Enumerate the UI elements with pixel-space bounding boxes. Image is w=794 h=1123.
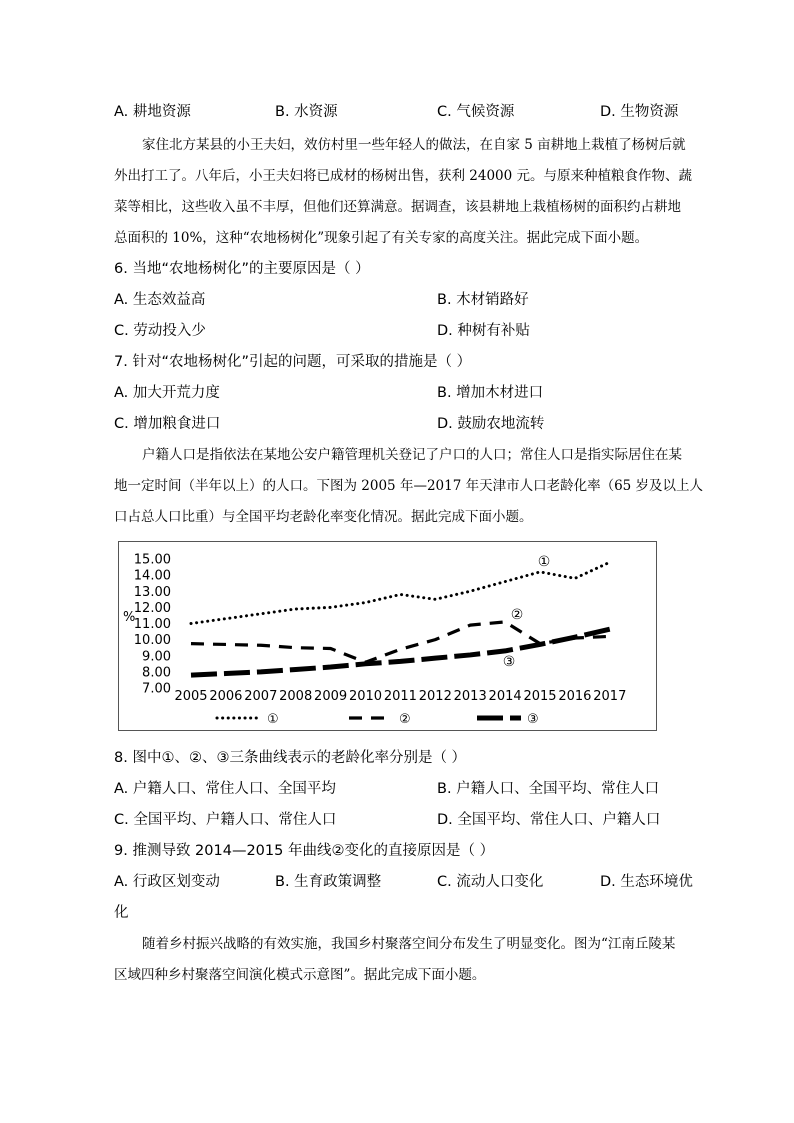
x-tick-label: 2010 — [348, 689, 383, 704]
y-tick-label: 15.00 — [133, 552, 171, 568]
q8-stem: 8. 图中①、②、③三条曲线表示的老龄化率分别是（ ） — [114, 750, 467, 766]
legend-label-3: ③ — [527, 712, 539, 727]
passage2-line-3: 口占总人口比重）与全国平均老龄化率变化情况。据此完成下面小题。 — [114, 509, 533, 525]
x-tick-label: 2007 — [244, 689, 278, 704]
q5-option-a: A. 耕地资源 — [114, 104, 191, 120]
q7-stem: 7. 针对“农地杨树化”引起的问题，可采取的措施是（ ） — [114, 354, 472, 370]
passage2-line-2: 地一定时间（半年以上）的人口。下图为 2005 年—2017 年天津市人口老龄化率（65 岁及以上人 — [114, 478, 704, 494]
y-tick-label: 8.00 — [142, 665, 171, 681]
y-tick-label: 13.00 — [133, 584, 171, 600]
x-tick-label: 2008 — [279, 689, 313, 704]
q9-stem: 9. 推测导致 2014—2015 年曲线②变化的直接原因是（ ） — [114, 843, 495, 859]
x-tick-label: 2014 — [488, 689, 522, 704]
x-tick-label: 2016 — [558, 689, 592, 704]
q5-option-d: D. 生物资源 — [600, 104, 679, 120]
q8-option-c: C. 全国平均、户籍人口、常住人口 — [114, 812, 337, 828]
x-tick-label: 2017 — [593, 689, 627, 704]
q7-option-c: C. 增加粮食进口 — [114, 416, 221, 432]
series-annotation-1: ① — [537, 554, 551, 570]
q5-option-b: B. 水资源 — [275, 104, 338, 120]
q6-option-a: A. 生态效益高 — [114, 292, 206, 308]
q8-option-b: B. 户籍人口、全国平均、常住人口 — [437, 781, 660, 797]
passage1-line-3: 菜等相比，这些收入虽不丰厚，但他们还算满意。据调查，该县耕地上栽植杨树的面积约占耕地 — [114, 199, 681, 215]
legend-label-2: ② — [399, 712, 411, 727]
q9-option-d-wrap: 化 — [114, 905, 129, 921]
y-tick-label: 9.00 — [142, 649, 171, 665]
q6-stem: 6. 当地“农地杨树化”的主要原因是（ ） — [114, 261, 370, 277]
y-axis-label: % — [123, 610, 136, 625]
x-tick-label: 2015 — [523, 689, 557, 704]
y-tick-label: 7.00 — [142, 681, 171, 697]
series-annotation-3: ③ — [502, 654, 516, 670]
y-tick-label: 10.00 — [133, 633, 171, 649]
x-tick-label: 2009 — [314, 689, 348, 704]
aging-rate-chart — [118, 541, 657, 731]
y-tick-label: 11.00 — [133, 617, 171, 632]
x-tick-label: 2005 — [174, 689, 208, 704]
series-line-3 — [191, 629, 610, 675]
passage1-line-4: 总面积的 10%，这种“农地杨树化”现象引起了有关专家的高度关注。据此完成下面小题。 — [114, 230, 649, 246]
y-tick-label: 14.00 — [133, 568, 171, 584]
legend-label-1: ① — [267, 712, 279, 727]
q7-option-a: A. 加大开荒力度 — [114, 385, 220, 401]
aging-rate-chart-svg — [119, 542, 656, 730]
passage2-line-1: 户籍人口是指依法在某地公安户籍管理机关登记了户口的人口；常住人口是指实际居住在某 — [142, 447, 682, 463]
q9-option-d: D. 生态环境优 — [600, 874, 693, 890]
q8-option-d: D. 全国平均、常住人口、户籍人口 — [437, 812, 661, 828]
series-annotation-2: ② — [510, 607, 524, 623]
q6-option-c: C. 劳动投入少 — [114, 323, 206, 339]
q8-option-a: A. 户籍人口、常住人口、全国平均 — [114, 781, 336, 797]
series-line-2 — [191, 622, 610, 662]
passage3-line-1: 随着乡村振兴战略的有效实施，我国乡村聚落空间分布发生了明显变化。图为“江南丘陵某 — [142, 936, 676, 952]
q9-option-c: C. 流动人口变化 — [437, 874, 544, 890]
q6-option-b: B. 木材销路好 — [437, 292, 529, 308]
q6-option-d: D. 种树有补贴 — [437, 323, 530, 339]
x-tick-label: 2013 — [453, 689, 487, 704]
x-tick-label: 2006 — [209, 689, 243, 704]
y-tick-label: 12.00 — [133, 600, 171, 616]
q7-option-d: D. 鼓励农地流转 — [437, 416, 545, 432]
q9-option-a: A. 行政区划变动 — [114, 874, 220, 890]
x-tick-label: 2012 — [418, 689, 452, 704]
passage1-line-1: 家住北方某县的小王夫妇，效仿村里一些年轻人的做法，在自家 5 亩耕地上栽植了杨树后就 — [142, 137, 686, 153]
q5-option-c: C. 气候资源 — [437, 104, 515, 120]
q9-option-b: B. 生育政策调整 — [275, 874, 382, 890]
series-line-1 — [191, 562, 610, 623]
q7-option-b: B. 增加木材进口 — [437, 385, 544, 401]
x-tick-label: 2011 — [383, 689, 417, 704]
passage3-line-2: 区域四种乡村聚落空间演化模式示意图”。据此完成下面小题。 — [114, 967, 486, 983]
passage1-line-2: 外出打工了。八年后，小王夫妇将已成材的杨树出售，获利 24000 元。与原来种植粮食作物、蔬 — [114, 168, 693, 184]
